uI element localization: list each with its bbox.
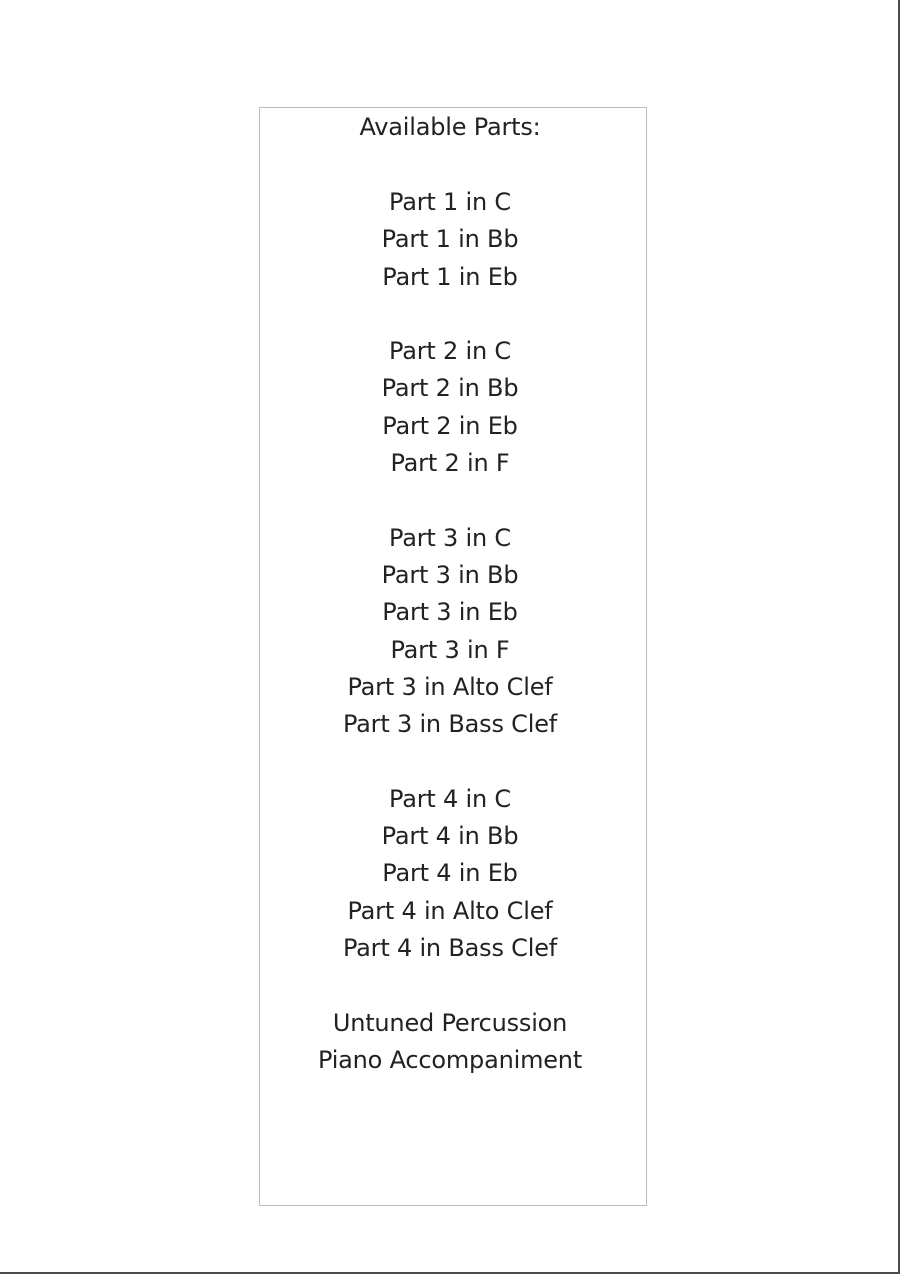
part-2-group bbox=[0, 333, 900, 482]
part-4-group bbox=[0, 781, 900, 967]
part-item: Part 3 in Eb bbox=[382, 598, 518, 627]
part-3-group bbox=[0, 520, 900, 744]
part-item: Part 2 in Eb bbox=[382, 411, 518, 440]
part-item: Part 2 in F bbox=[390, 449, 510, 478]
part-item: Part 4 in Eb bbox=[382, 859, 518, 888]
part-item: Part 2 in Bb bbox=[381, 374, 519, 403]
part-item: Part 4 in Bass Clef bbox=[342, 933, 558, 962]
part-item: Part 1 in Eb bbox=[382, 262, 518, 291]
part-item: Part 4 in C bbox=[389, 784, 511, 813]
part-item: Part 3 in Alto Clef bbox=[347, 672, 553, 701]
available-parts-title: Available Parts: bbox=[359, 113, 541, 141]
part-item: Part 3 in Bass Clef bbox=[342, 710, 558, 739]
other-parts-group bbox=[0, 1005, 900, 1080]
part-1-group bbox=[0, 184, 900, 296]
part-item: Part 2 in C bbox=[389, 337, 511, 366]
part-item: Part 3 in C bbox=[389, 523, 511, 552]
part-item: Part 1 in C bbox=[389, 188, 511, 216]
part-item: Piano Accompaniment bbox=[317, 1045, 583, 1074]
part-item: Part 3 in F bbox=[390, 635, 510, 664]
part-item: Part 1 in Bb bbox=[381, 225, 519, 254]
parts-list bbox=[0, 184, 900, 1116]
part-item: Part 3 in Bb bbox=[381, 560, 519, 589]
part-item: Part 4 in Bb bbox=[381, 822, 519, 851]
part-item: Part 4 in Alto Clef bbox=[347, 896, 553, 925]
part-item: Untuned Percussion bbox=[332, 1008, 568, 1037]
